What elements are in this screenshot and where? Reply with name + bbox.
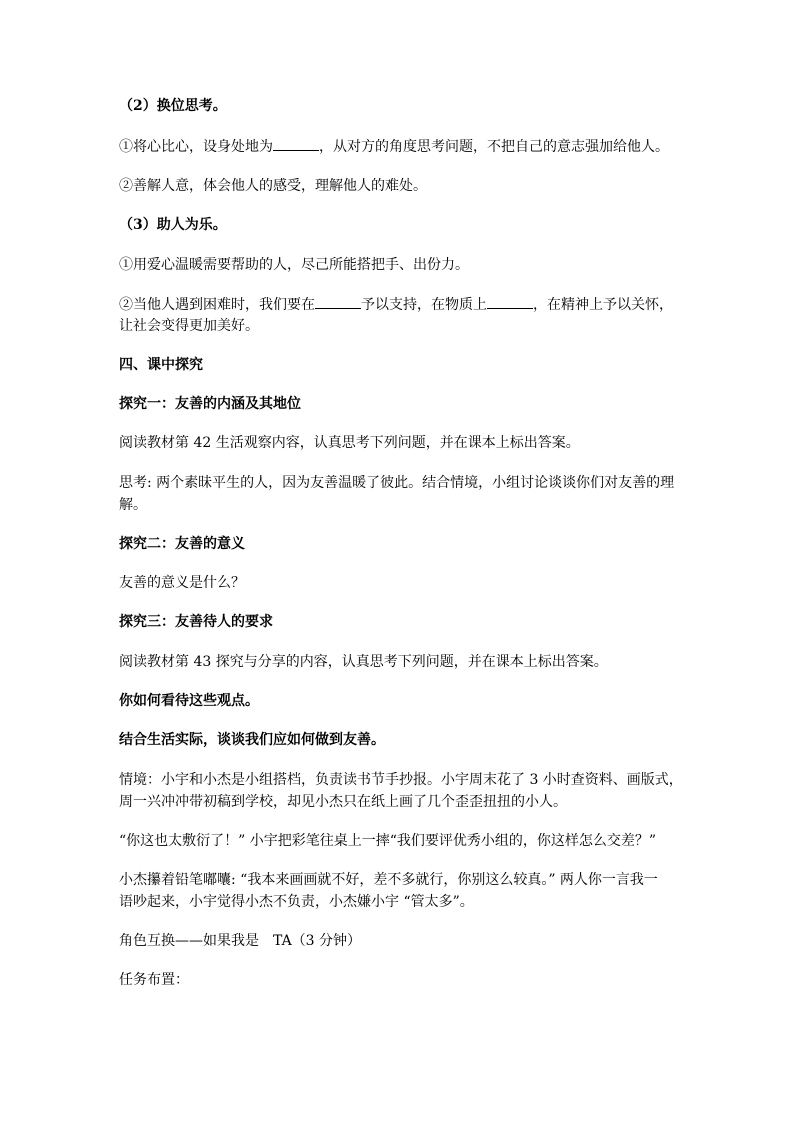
sentence-part: ，在精神上予以关怀， [533,297,673,313]
sentence-part: ①将心比心，设身处地为 [119,139,273,155]
body-text: 阅读教材第 42 生活观察内容，认真思考下列问题，并在课本上标出答案。 [119,435,580,451]
body-text: 解。 [119,497,147,513]
body-text: ②善解人意，体会他人的感受，理解他人的难处。 [119,178,427,194]
answer-blank[interactable] [273,136,319,151]
scenario-text: 情境：小宇和小杰是小组搭档，负责读书节手抄报。小宇周末花了 3 小时查资料、画版式， [119,772,683,788]
activity-heading: 角色互换——如果我是 TA（3 分钟） [119,933,362,949]
body-text: 阅读教材第 43 探究与分享的内容，认真思考下列问题，并在课本上标出答案。 [119,654,608,670]
inquiry-three-heading: 探究三：友善待人的要求 [119,614,273,630]
body-text: ①用爱心温暖需要帮助的人，尽己所能搭把手、出份力。 [119,257,469,273]
body-text: 思考: 两个素昧平生的人，因为友善温暖了彼此。结合情境，小组讨论谈谈你们对友善的理 [119,475,675,491]
question-text: 结合生活实际，谈谈我们应如何做到友善。 [119,732,385,748]
fill-in-sentence-empathy [119,136,669,157]
sentence-part: ②当他人遇到困难时，我们要在 [119,297,315,313]
inquiry-one-heading: 探究一：友善的内涵及其地位 [119,396,301,412]
scenario-text: 语吵起来，小宇觉得小杰不负责，小杰嫌小宇 “管太多”。 [119,894,474,910]
task-label: 任务布置： [119,972,189,988]
inquiry-two-heading: 探究二：友善的意义 [119,536,245,552]
body-text: 友善的意义是什么？ [119,575,245,591]
question-text: 你如何看待这些观点。 [119,693,259,709]
section-heading-empathy: （2）换位思考。 [119,98,227,114]
body-text: 让社会变得更加美好。 [119,318,259,334]
scenario-text: 小杰攥着铅笔嘟囔: “我本来画画就不好，差不多就行，你别这么较真。” 两人你一言我一 [119,872,658,888]
section-heading-inquiry: 四、课中探究 [119,357,203,373]
answer-blank[interactable] [315,294,361,309]
scenario-text: 周一兴冲冲带初稿到学校，却见小杰只在纸上画了几个歪歪扭扭的小人。 [119,794,567,810]
fill-in-sentence-helping [119,294,673,315]
section-heading-helping: （3）助人为乐。 [119,217,227,233]
answer-blank[interactable] [487,294,533,309]
sentence-part: 予以支持，在物质上 [361,297,487,313]
sentence-part: ，从对方的角度思考问题，不把自己的意志强加给他人。 [319,139,669,155]
scenario-text: “你这也太敷衍了！” 小宇把彩笔往桌上一摔“我们要评优秀小组的，你这样怎么交差？” [119,833,657,849]
